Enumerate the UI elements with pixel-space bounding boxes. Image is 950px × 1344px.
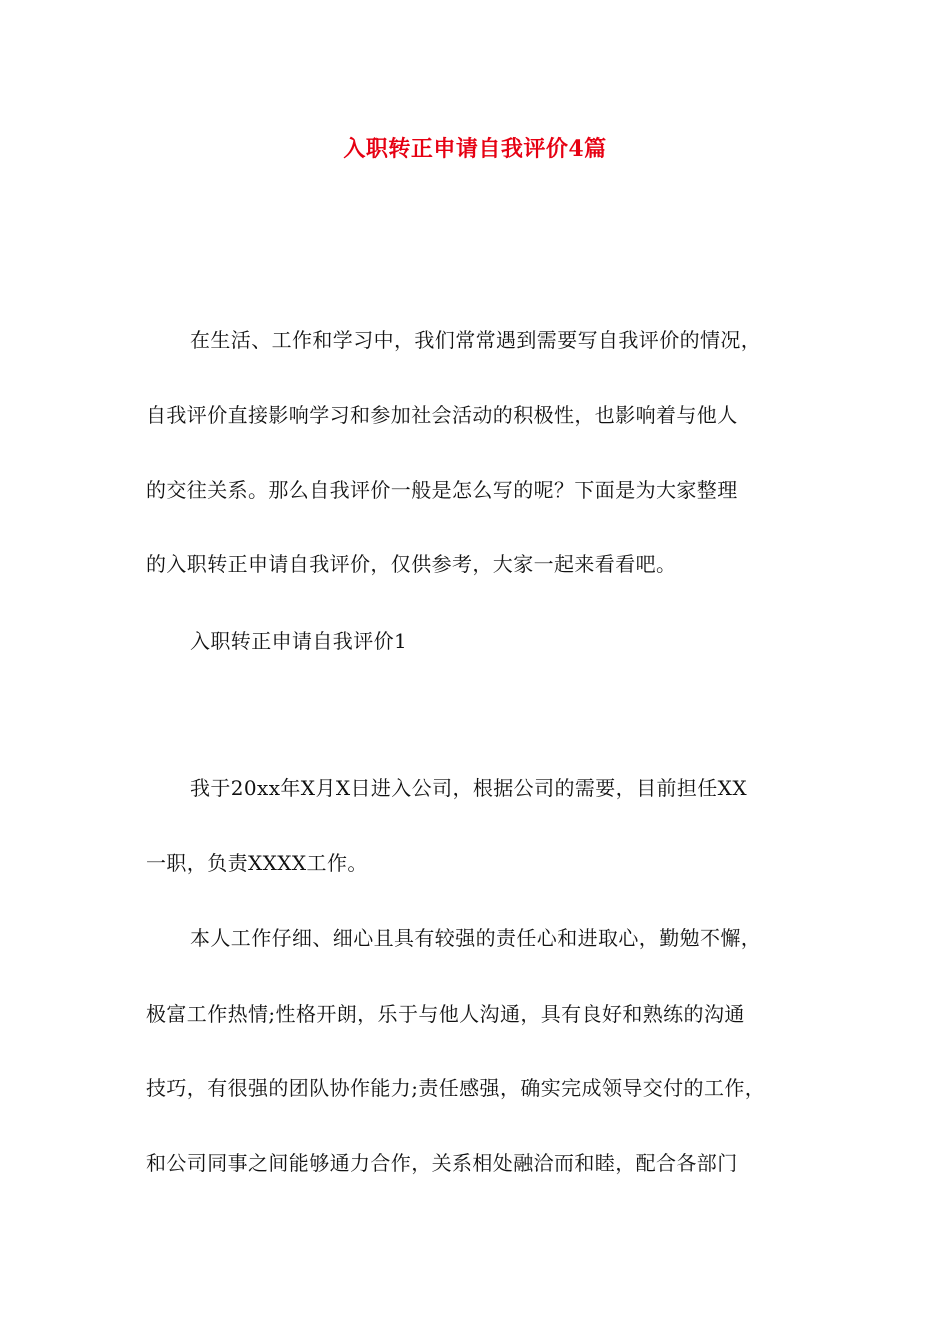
section-heading: 入职转正申请自我评价1 xyxy=(190,629,408,653)
paragraph-line: 和公司同事之间能够通力合作，关系相处融洽而和睦，配合各部门 xyxy=(146,1151,738,1175)
paragraph-line: 在生活、工作和学习中，我们常常遇到需要写自我评价的情况， xyxy=(190,328,762,352)
paragraph-line: 我于20xx年X月X日进入公司，根据公司的需要，目前担任XX xyxy=(190,776,747,800)
paragraph-line: 的交往关系。那么自我评价一般是怎么写的呢？下面是为大家整理 xyxy=(146,478,738,502)
paragraph-line: 的入职转正申请自我评价，仅供参考，大家一起来看看吧。 xyxy=(146,552,677,576)
paragraph-line: 技巧，有很强的团队协作能力;责任感强，确实完成领导交付的工作， xyxy=(146,1076,766,1100)
paragraph-line: 自我评价直接影响学习和参加社会活动的积极性，也影响着与他人 xyxy=(146,403,738,427)
document-title: 入职转正申请自我评价4篇 xyxy=(343,136,607,162)
paragraph-line: 一职，负责XXXX工作。 xyxy=(146,851,368,875)
paragraph-line: 本人工作仔细、细心且具有较强的责任心和进取心，勤勉不懈， xyxy=(190,926,762,950)
paragraph-line: 极富工作热情;性格开朗，乐于与他人沟通，具有良好和熟练的沟通 xyxy=(146,1002,745,1026)
